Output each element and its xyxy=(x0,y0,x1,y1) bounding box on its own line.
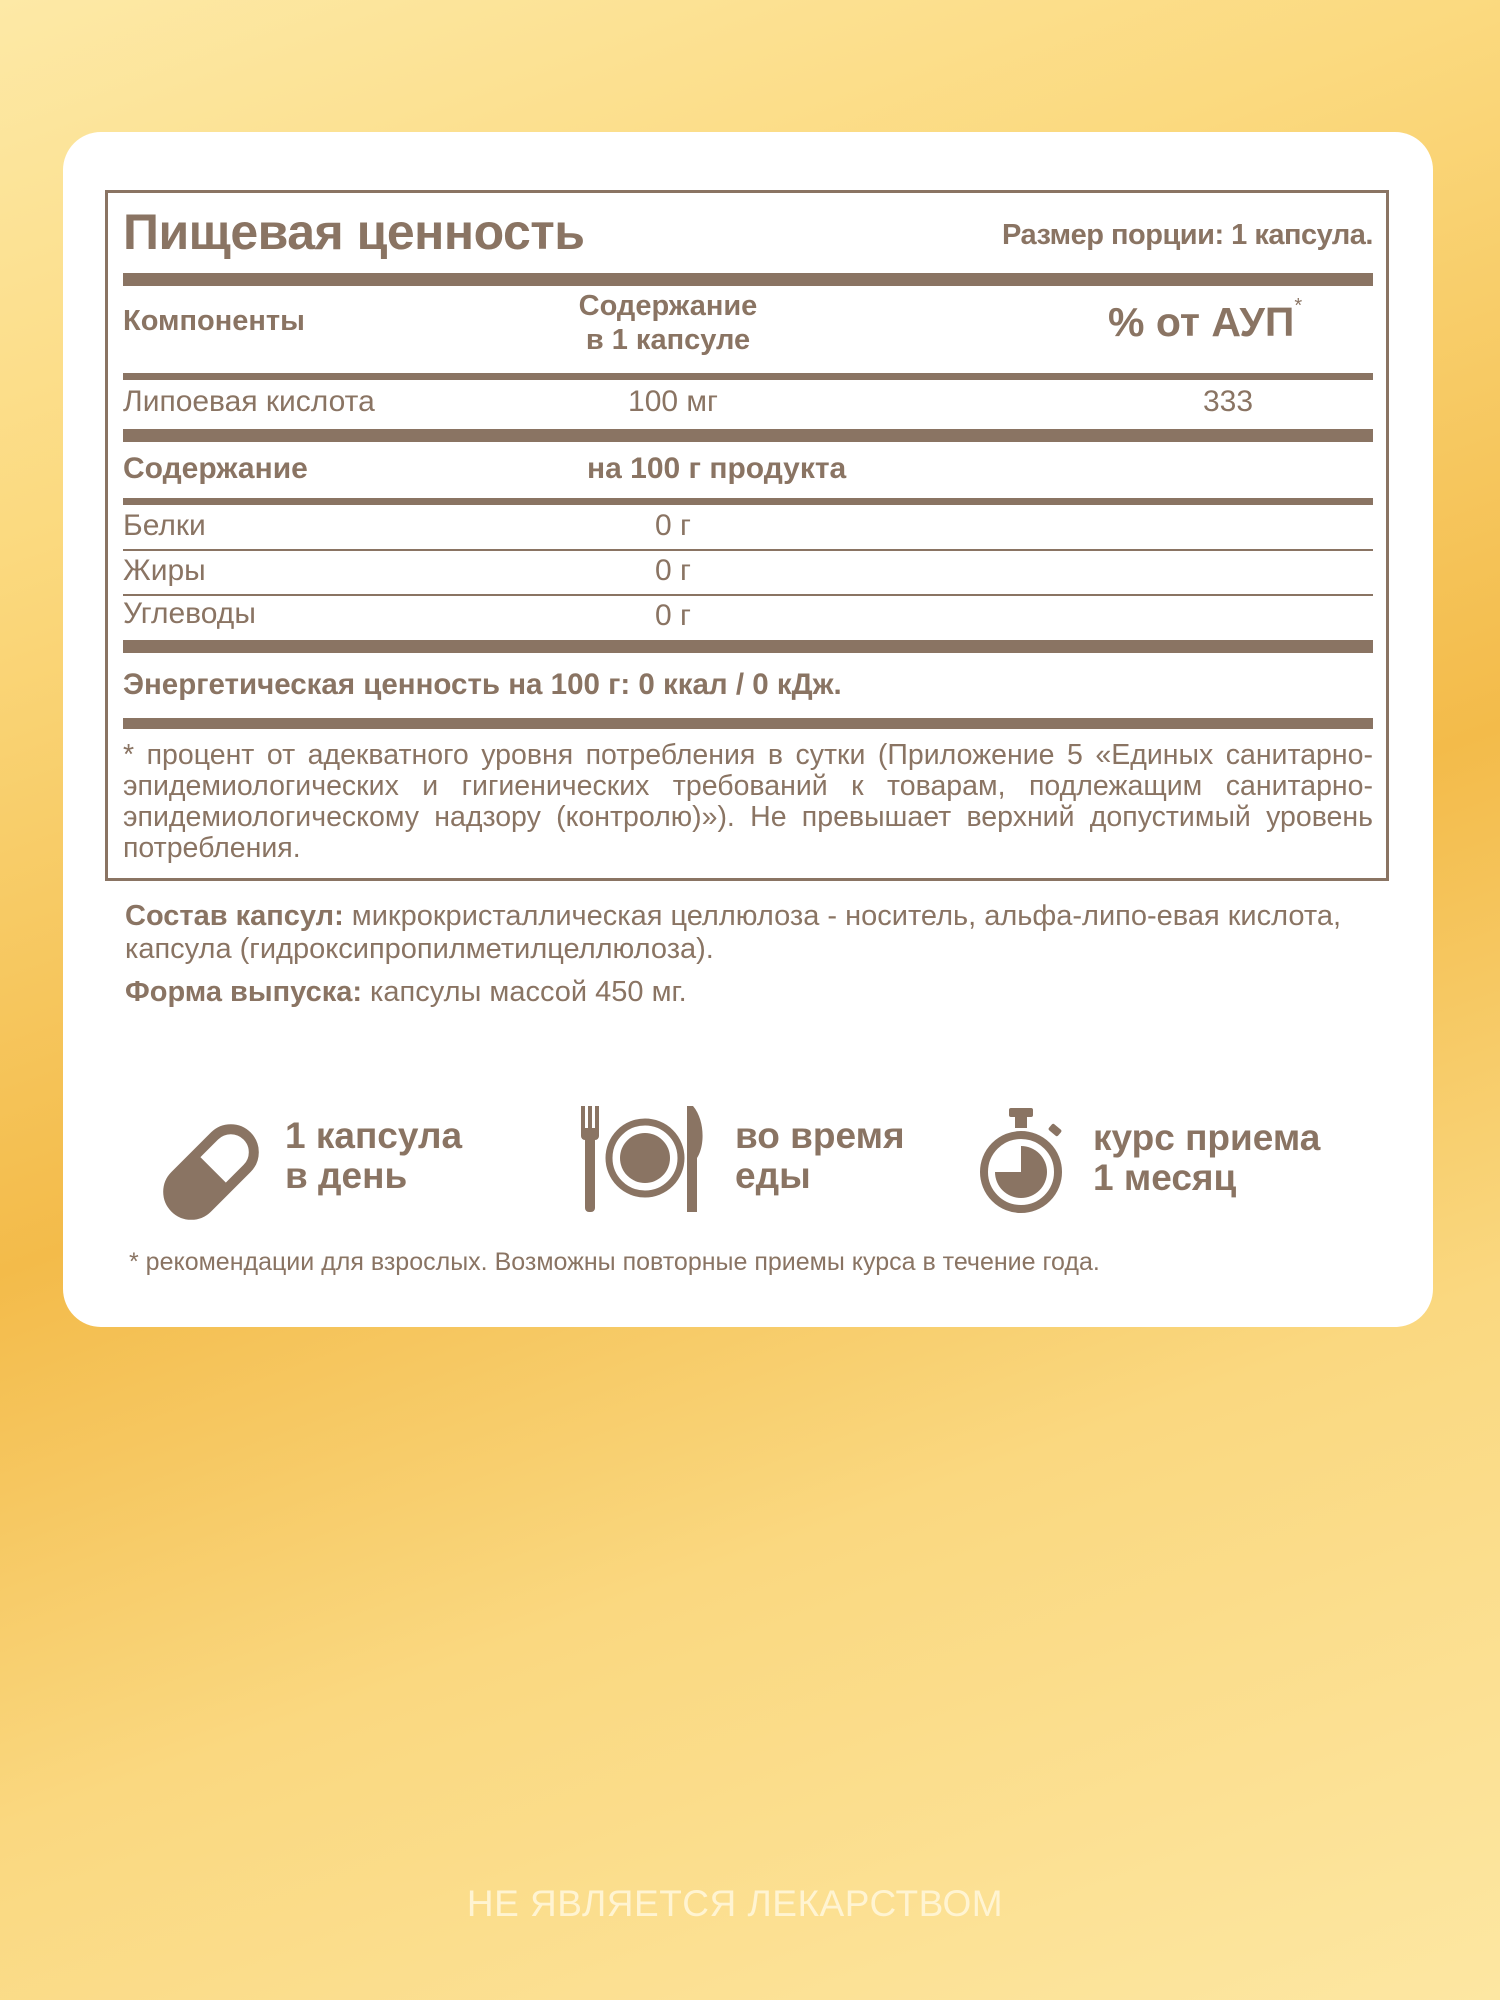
macro-value: 0 г xyxy=(655,509,691,542)
macro-name: Углеводы xyxy=(123,597,256,630)
ingredient-name: Липоевая кислота xyxy=(123,385,375,418)
divider-medium xyxy=(123,373,1373,380)
recommendation-note: * рекомендации для взрослых. Возможны повторные приемы курса в течение года. xyxy=(129,1248,1100,1276)
not-a-drug-disclaimer: НЕ ЯВЛЯЕТСЯ ЛЕКАРСТВОМ xyxy=(466,1883,1004,1924)
column-header-components: Компоненты xyxy=(123,305,305,337)
capsule-icon xyxy=(151,1112,271,1232)
divider-thin xyxy=(123,594,1373,596)
column-header-percent-aup: % от АУП* xyxy=(1108,295,1303,345)
stopwatch-icon xyxy=(975,1108,1067,1216)
divider-thick xyxy=(123,640,1373,653)
macro-value: 0 г xyxy=(655,554,691,587)
divider-thick xyxy=(123,718,1373,729)
usage-timing: во время еды xyxy=(735,1115,905,1196)
ingredient-percent: 333 xyxy=(1202,385,1254,418)
column-header-content: Содержание в 1 капсуле xyxy=(578,290,758,356)
release-form-text: Форма выпуска: капсулы массой 450 мг. xyxy=(125,976,687,1008)
macro-name: Жиры xyxy=(123,554,206,587)
composition-text: Состав капсул: микрокристаллическая целлюлоза - носитель, альфа-липо-евая кислота, капсула (гидроксипропилметилцеллюлоза). xyxy=(125,900,1342,965)
nutrition-title: Пищевая ценность xyxy=(123,204,585,260)
per100-label: Содержание xyxy=(123,452,308,485)
divider-medium xyxy=(123,498,1373,505)
macro-name: Белки xyxy=(123,509,206,542)
divider-thin xyxy=(123,549,1373,551)
macro-value: 0 г xyxy=(655,599,691,632)
divider-thick xyxy=(123,273,1373,286)
footnote: * процент от адекватного уровня потребления в сутки (Приложение 5 «Единых санитарно-эпидемиологических и гигиенических требований к товарам, подлежащим санитарно-эпидемиологическому надзору (контролю)»). Не превышает верхний допустимый уровень потребления. xyxy=(123,739,1373,864)
usage-course: курс приема 1 месяц xyxy=(1093,1117,1321,1198)
usage-dose: 1 капсула в день xyxy=(285,1115,463,1196)
serving-size: Размер порции: 1 капсула. xyxy=(1002,219,1373,251)
nutrition-facts-table xyxy=(105,190,1389,881)
energy-value: Энергетическая ценность на 100 г: 0 ккал / 0 кДж. xyxy=(123,668,842,701)
info-card xyxy=(63,132,1433,1327)
divider-thick xyxy=(123,429,1373,442)
per100-value: на 100 г продукта xyxy=(587,452,847,485)
ingredient-amount: 100 мг xyxy=(628,385,718,418)
plate-cutlery-icon xyxy=(581,1106,709,1212)
